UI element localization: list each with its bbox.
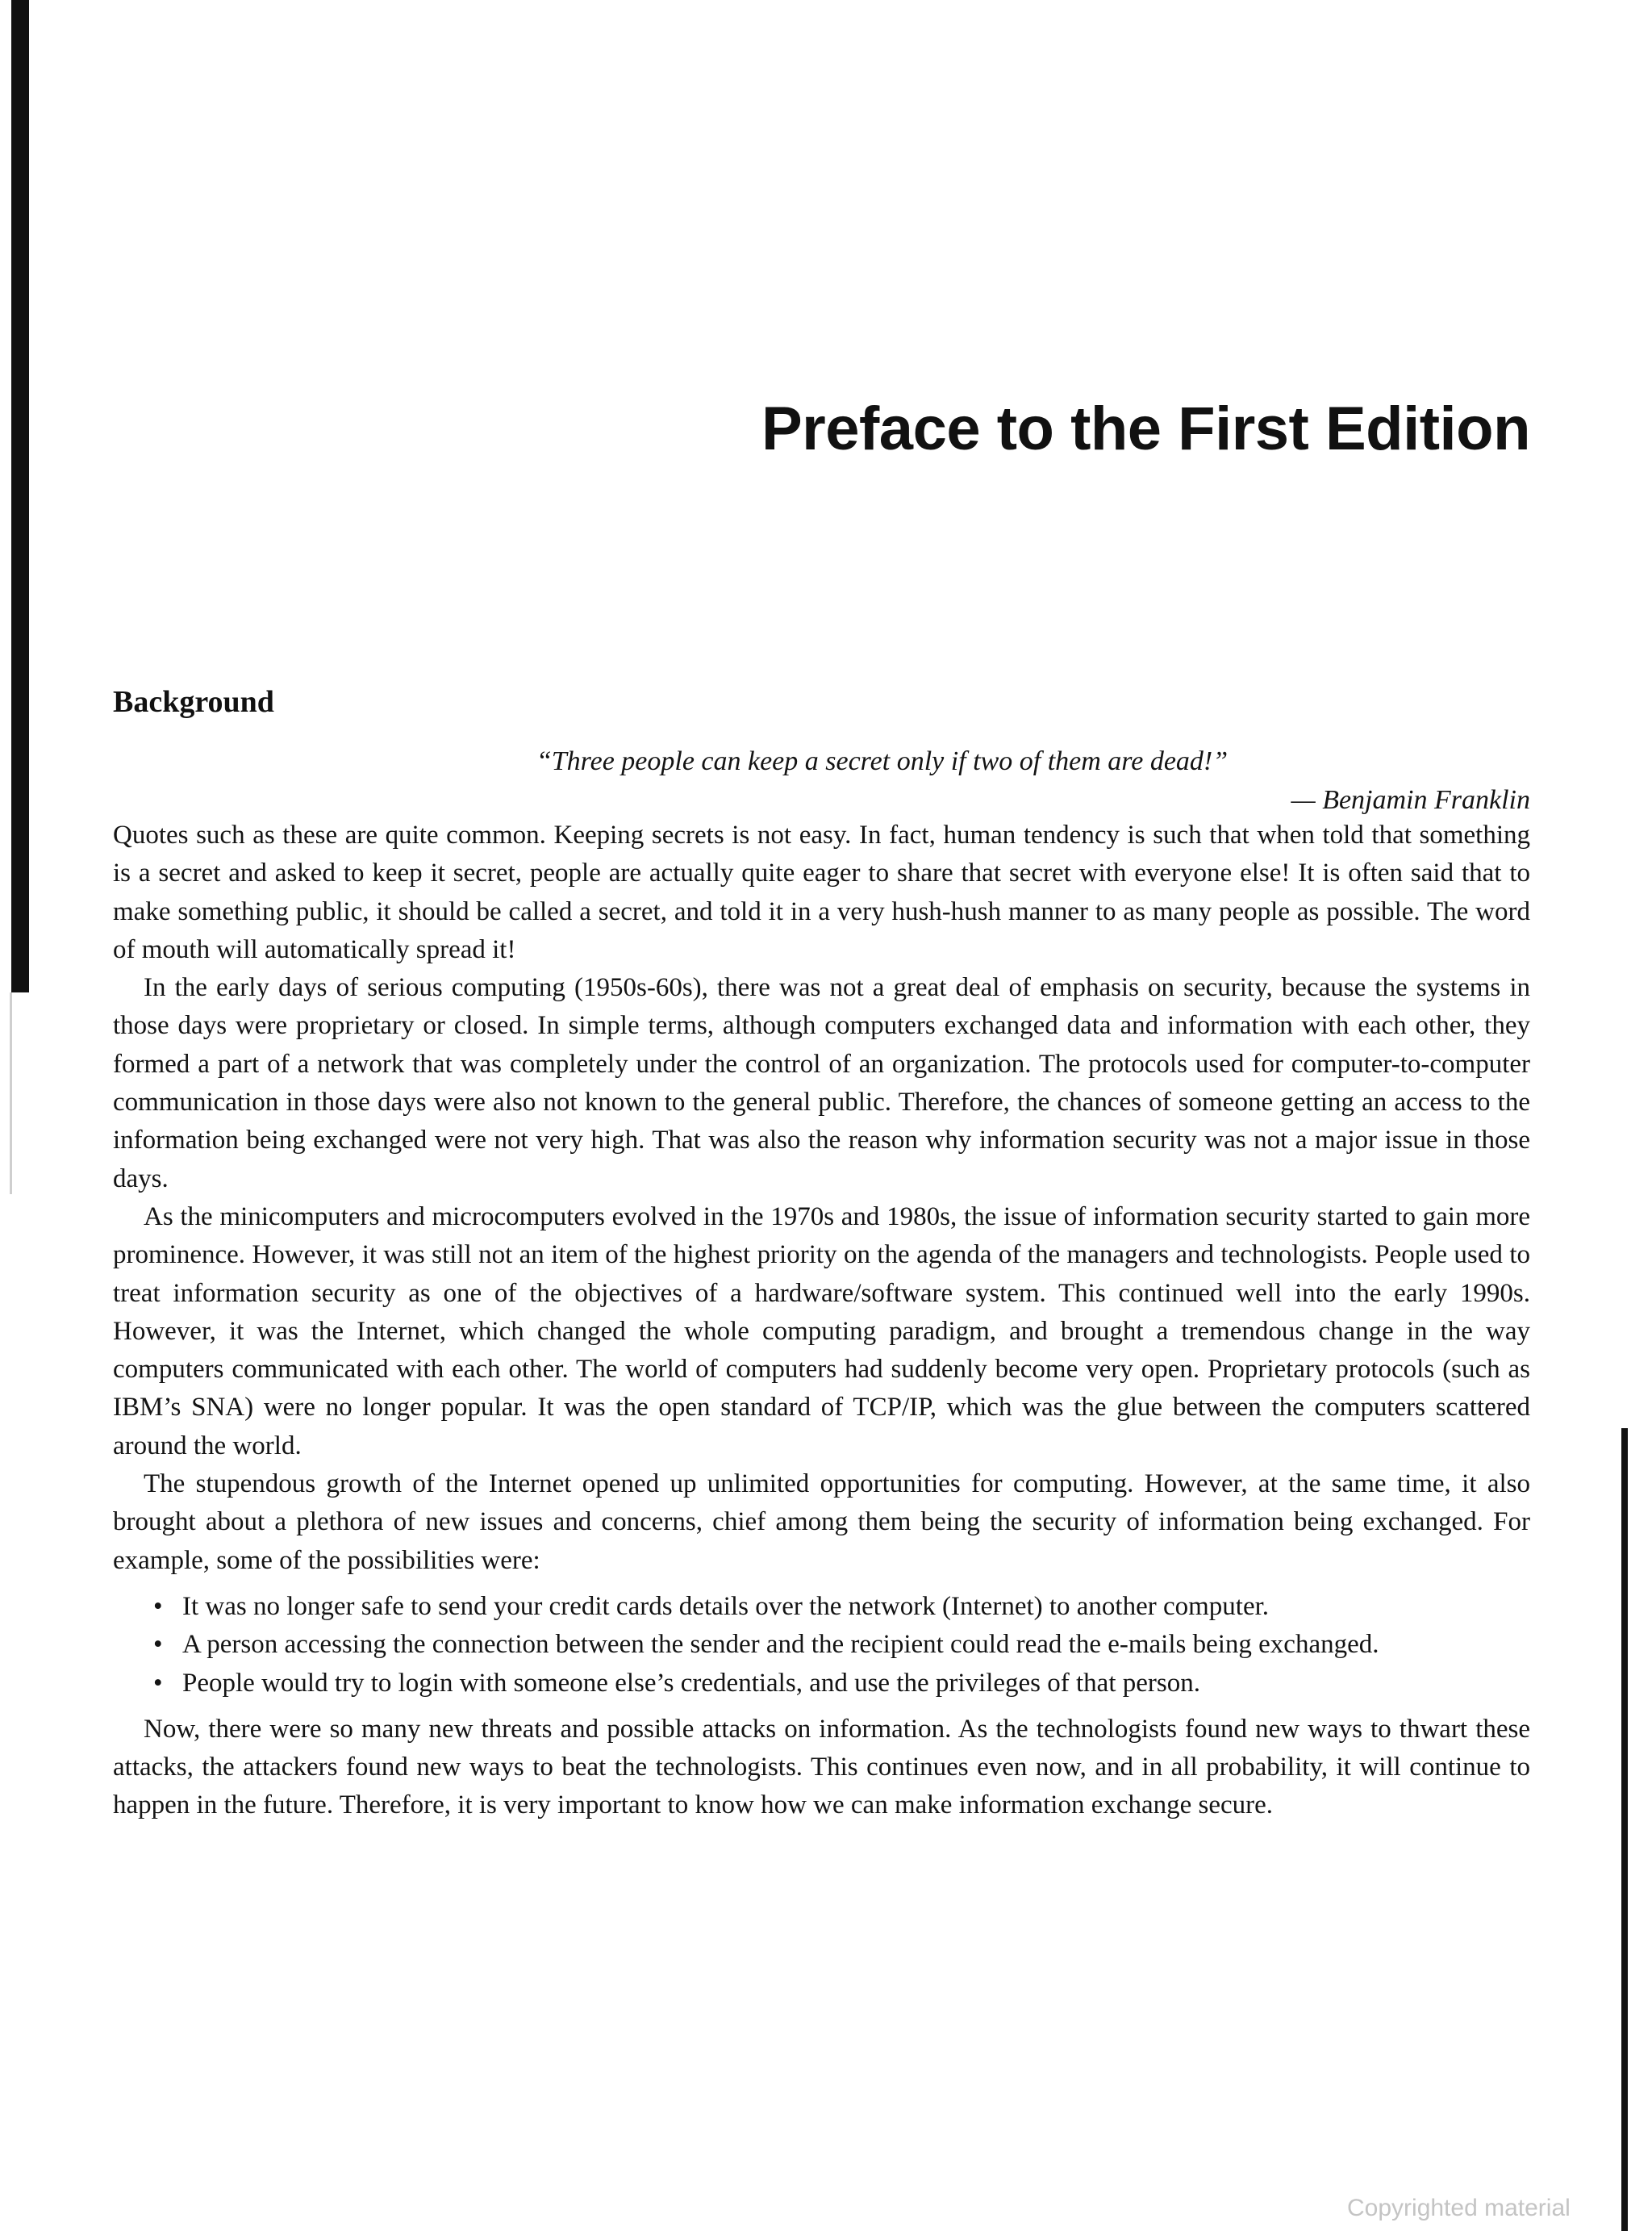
paragraph: Now, there were so many new threats and possible attacks on information. As the technologists found new ways to thwart these attacks, the attackers found new ways to beat the technologists. This continues even now, and in all probability, it will continue to happen in the future. Therefore, it is very important to know how we can make information exchange secure. <box>113 1714 1530 1820</box>
bullet-text: A person accessing the connection between the sender and the recipient could read the e-mails being exchanged. <box>182 1630 1379 1660</box>
copyright-watermark: Copyrighted material <box>1347 2195 1571 2221</box>
book-page <box>113 0 1530 2231</box>
bullet-icon: • <box>153 1668 163 1698</box>
paragraph: In the early days of serious computing (1950s-60s), there was not a great deal of emphasis on security, because the systems in those days were proprietary or closed. In simple terms, although computers exchanged data and information with each other, they formed a part of a network that was completely under the control of an organization. The protocols used for computer-to-computer communication in those days were also not known to the general public. Therefore, the chances of someone getting an access to the information being exchanged were not very high. That was also the reason why information security was not a major issue in those days. <box>113 973 1530 1193</box>
bullet-item <box>153 1626 1530 1664</box>
bullet-list <box>113 1588 1530 1702</box>
scan-edge-left <box>11 0 29 992</box>
paragraph: Quotes such as these are quite common. Keeping secrets is not easy. In fact, human tendency is such that when told that something is a secret and asked to keep it secret, people are actually quite eager to share that secret with everyone else! It is often said that to make something public, it should be called a secret, and told it in a very hush-hush manner to as many people as possible. The word of mouth will automatically spread it! <box>113 821 1530 964</box>
bullet-icon: • <box>153 1630 163 1660</box>
paragraph: The stupendous growth of the Internet opened up unlimited opportunities for computing. However, at the same time, it also brought about a plethora of new issues and concerns, chief among them being the security of information being exchanged. For example, some of the possibilities were: <box>113 1469 1530 1575</box>
epigraph-author: — Benjamin Franklin <box>1291 785 1530 815</box>
scan-edge-right <box>1621 1428 1628 2231</box>
body-text <box>113 817 1530 1825</box>
section-heading: Background <box>113 685 274 719</box>
epigraph <box>113 742 1530 820</box>
epigraph-quote: “Three people can keep a secret only if two of them are dead!” <box>536 746 1229 776</box>
bullet-text: It was no longer safe to send your credit cards details over the network (Internet) to another computer. <box>182 1591 1270 1621</box>
scan-edge-left-faint <box>10 992 12 1194</box>
page-title: Preface to the First Edition <box>761 395 1530 463</box>
bullet-icon: • <box>153 1591 163 1621</box>
paragraph: As the minicomputers and microcomputers evolved in the 1970s and 1980s, the issue of information security started to gain more prominence. However, it was still not an item of the highest priority on the agenda of the managers and technologists. People used to treat information security as one of the objectives of a hardware/software system. This continued well into the early 1990s. However, it was the Internet, which changed the whole computing paradigm, and brought a tremendous change in the way computers communicated with each other. The world of computers had suddenly become very open. Proprietary protocols (such as IBM’s SNA) were no longer popular. It was the open standard of TCP/IP, which was the glue between the computers scattered around the world. <box>113 1201 1530 1460</box>
bullet-text: People would try to login with someone else’s credentials, and use the privileges of that person. <box>182 1668 1200 1698</box>
bullet-item <box>153 1665 1530 1702</box>
bullet-item <box>153 1588 1530 1626</box>
